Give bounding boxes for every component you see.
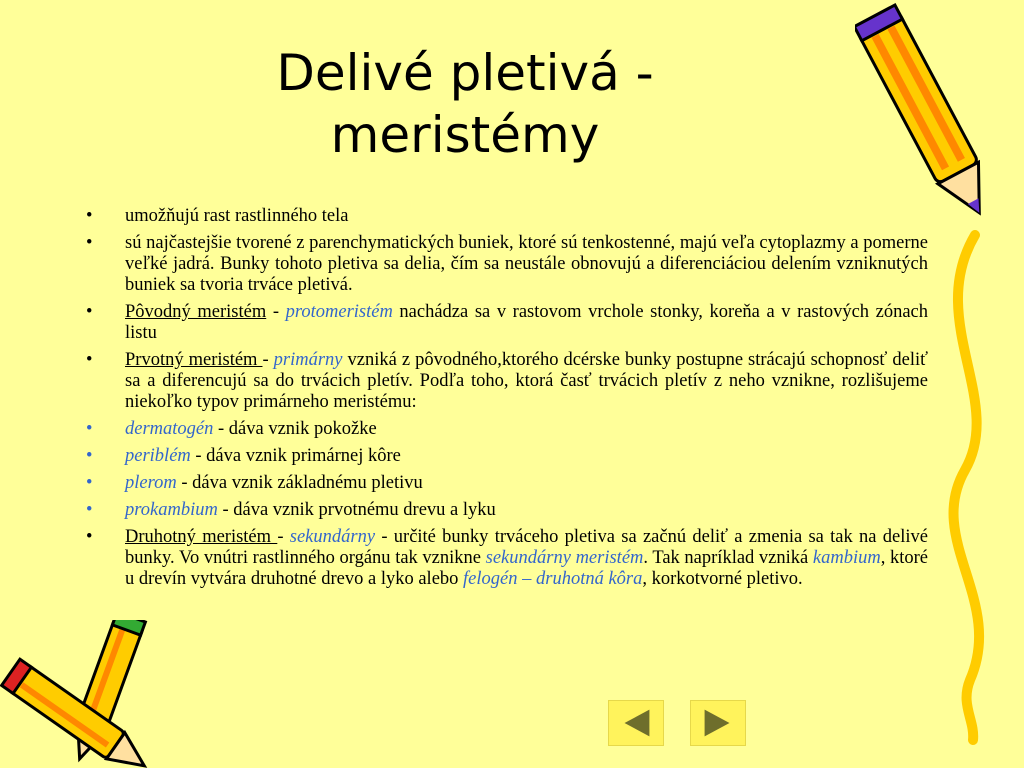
triangle-left-icon — [609, 701, 663, 745]
bullet-item-periblem: • periblém - dáva vznik primárnej kôre — [86, 446, 928, 467]
bullet-item-dermatogen: • dermatogén - dáva vznik pokožke — [86, 419, 928, 440]
bullet-item-9: • Druhotný meristém - sekundárny - určité bunky trváceho pletiva sa začnú deliť a zmenia sa tak na delivé bunky. Vo vnútri rastlinného orgánu tak vznikne sekundárny meristém. Tak napríklad vzniká kambium, ktoré u drevín vytvára druhotné drevo a lyko alebo felogén – druhotná kôra, korkotvorné pletivo. — [86, 527, 928, 590]
crossed-pencils-icon — [0, 620, 200, 768]
term-primarny: primárny — [273, 350, 343, 370]
forward-button[interactable] — [690, 700, 746, 746]
bullet-item-plerom: • plerom - dáva vznik základnému pletivu — [86, 473, 928, 494]
back-button[interactable] — [608, 700, 664, 746]
bullet-item-4: • Prvotný meristém - primárny vzniká z pôvodného,ktorého dcérske bunky postupne strácajú schopnosť deliť sa a diferencujú sa do trvácich pletív. Podľa toho, ktorá časť trvácich pletív z neho vznikne, rozlišujeme niekoľko typov primárneho meristému: — [86, 350, 928, 413]
term-druhotny-meristem: Druhotný meristém — [125, 527, 278, 547]
slide-title-line-1: Delivé pletivá - — [276, 44, 654, 102]
term-prvotny-meristem: Prvotný meristém — [125, 350, 263, 370]
bullet-item-prokambium: • prokambium - dáva vznik prvotnému drevu a lyku — [86, 500, 928, 521]
bullet-item-2: • sú najčastejšie tvorené z parenchymatických buniek, ktoré sú tenkostenné, majú veľa cytoplazmy a pomerne veľké jadrá. Bunky tohoto pletiva sa delia, čím sa neustále obnovujú a diferenciáciou delením vzniknutých buniek sa tvoria trváce pletivá. — [86, 233, 928, 296]
slide-title — [230, 42, 700, 166]
pencil-icon — [855, 0, 1024, 768]
triangle-right-icon — [691, 701, 745, 745]
slide-title-line-2: meristémy — [330, 106, 600, 164]
bullet-item-1: • umožňujú rast rastlinného tela — [86, 206, 928, 227]
term-protomeristem: protomeristém — [285, 302, 393, 322]
bullet-item-3: • Pôvodný meristém - protomeristém nachádza sa v rastovom vrchole stonky, koreňa a v rastových zónach listu — [86, 302, 928, 344]
bullet-list — [86, 206, 928, 596]
term-povodny-meristem: Pôvodný meristém — [125, 302, 267, 322]
